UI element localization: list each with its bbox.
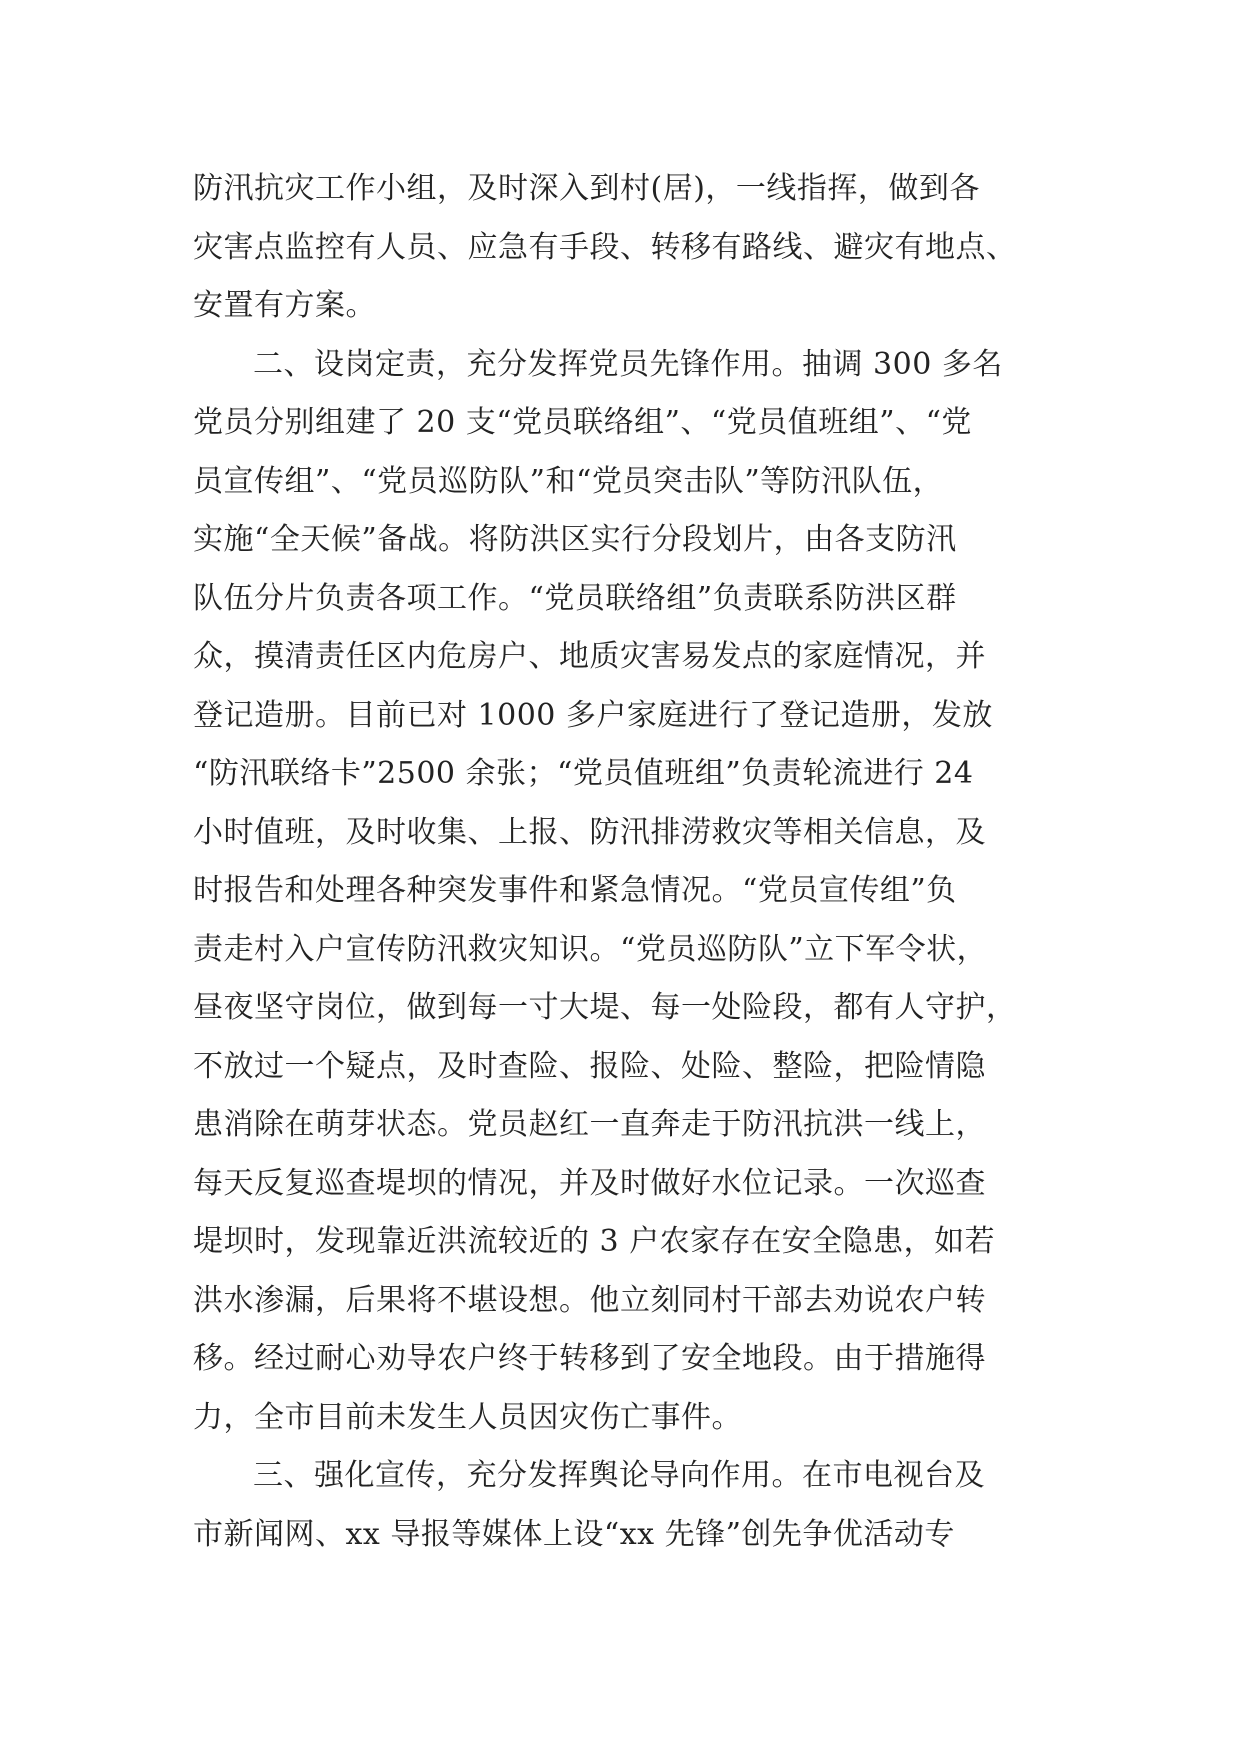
text-line: 患消除在萌芽状态。党员赵红一直奔走于防汛抗洪一线上， (193, 1107, 986, 1142)
text-line: 每天反复巡查堤坝的情况，并及时做好水位记录。一次巡查 (193, 1165, 986, 1201)
text-line: 责走村入户宣传防汛救灾知识。“党员巡防队”立下军令状， (193, 931, 988, 967)
text-line: 党员分别组建了 20 支“党员联络组”、“党员值班组”、“党 (193, 405, 972, 440)
text-line: 员宣传组”、“党员巡防队”和“党员突击队”等防汛队伍， (193, 463, 944, 499)
section-heading-line: 二、设岗定责，充分发挥党员先锋作用。抽调 300 多名 (253, 346, 1003, 382)
text-line: 队伍分片负责各项工作。“党员联络组”负责联系防洪区群 (193, 580, 957, 616)
text-line: 不放过一个疑点，及时查险、报险、处险、整险，把险情隐 (193, 1048, 986, 1084)
document-body (193, 160, 1073, 1564)
section-heading-line: 三、强化宣传，充分发挥舆论导向作用。在市电视台及 (253, 1458, 985, 1493)
text-line: 移。经过耐心劝导农户终于转移到了安全地段。由于措施得 (193, 1341, 986, 1376)
text-line: 灾害点监控有人员、应急有手段、转移有路线、避灾有地点、 (193, 229, 1017, 265)
text-line: 防汛抗灾工作小组，及时深入到村(居)，一线指挥，做到各 (193, 171, 980, 206)
text-line: 实施“全天候”备战。将防洪区实行分段划片，由各支防汛 (193, 522, 957, 557)
text-line: “防汛联络卡”2500 余张；“党员值班组”负责轮流进行 24 (193, 756, 974, 791)
text-line: 小时值班，及时收集、上报、防汛排涝救灾等相关信息，及 (193, 814, 986, 850)
text-line: 安置有方案。 (193, 288, 376, 323)
text-line: 登记造册。目前已对 1000 多户家庭进行了登记造册，发放 (193, 697, 993, 733)
text-line: 堤坝时，发现靠近洪流较近的 3 户农家存在安全隐患，如若 (193, 1224, 996, 1259)
text-line: 力，全市目前未发生人员因灾伤亡事件。 (193, 1399, 742, 1435)
text-line: 昼夜坚守岗位，做到每一寸大堤、每一处险段，都有人守护， (193, 990, 1017, 1025)
text-line: 众，摸清责任区内危房户、地质灾害易发点的家庭情况，并 (193, 639, 986, 674)
text-line: 洪水渗漏，后果将不堪设想。他立刻同村干部去劝说农户转 (193, 1282, 986, 1318)
text-line: 市新闻网、xx 导报等媒体上设“xx 先锋”创先争优活动专 (193, 1516, 955, 1552)
text-line: 时报告和处理各种突发事件和紧急情况。“党员宣传组”负 (193, 873, 957, 908)
